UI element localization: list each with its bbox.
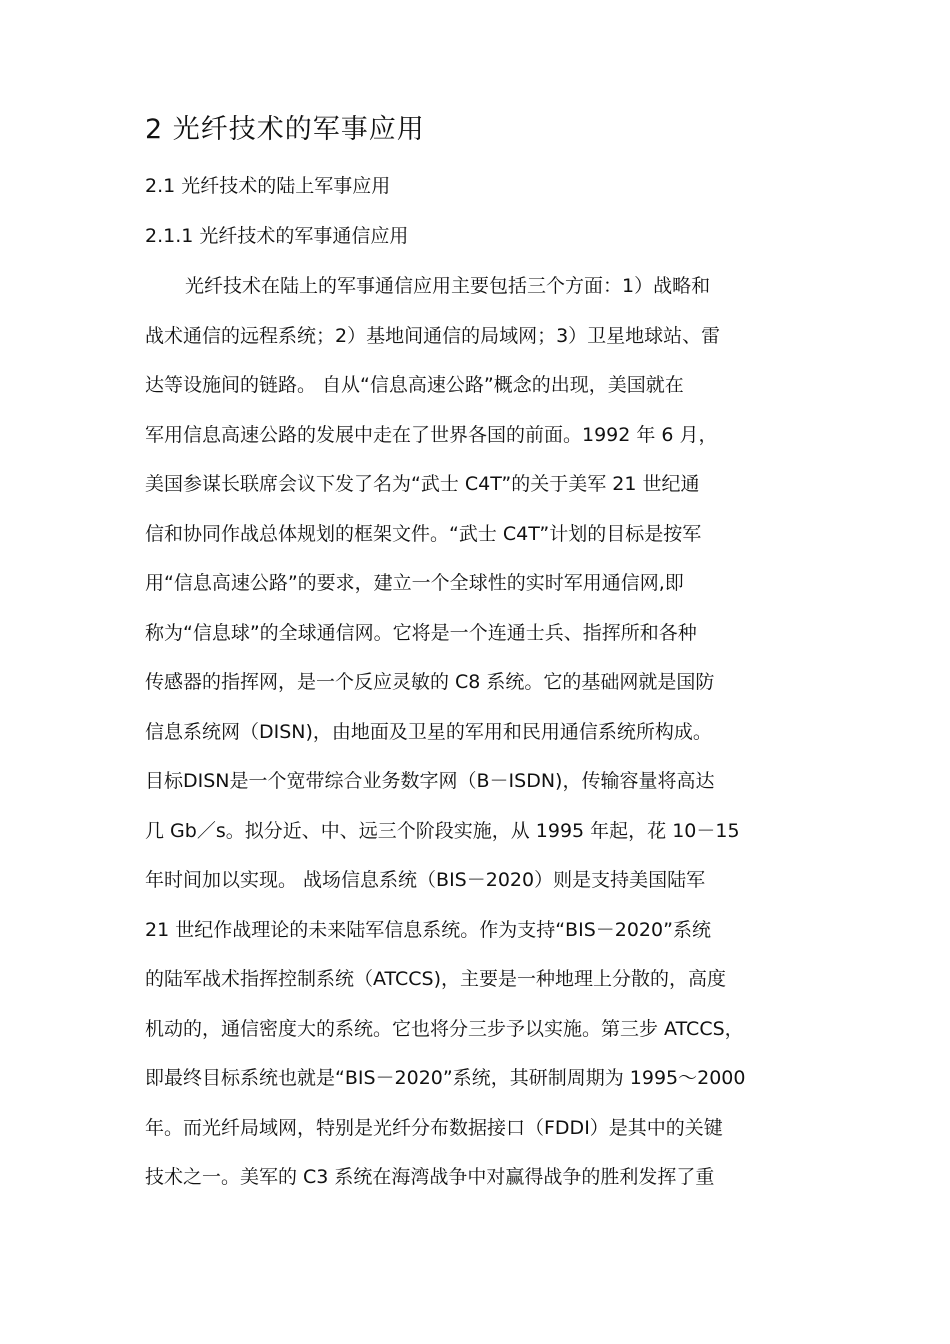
- section-heading: 2 光纤技术的军事应用: [145, 114, 425, 145]
- text-line: 21 世纪作战理论的未来陆军信息系统。作为支持“BIS－2020”系统: [145, 918, 711, 941]
- text-line: 几 Gb／s。拟分近、中、远三个阶段实施，从 1995 年起，花 10－15: [145, 819, 740, 842]
- text-line: 目标DISN是一个宽带综合业务数字网（B－ISDN)，传输容量将高达: [145, 770, 715, 792]
- text-line: 美国参谋长联席会议下发了名为“武士 C4T”的关于美军 21 世纪通: [145, 473, 700, 495]
- subsection-heading: 2.1 光纤技术的陆上军事应用: [145, 175, 391, 197]
- text-line: 年。而光纤局域网，特别是光纤分布数据接口（FDDI）是其中的关键: [145, 1116, 723, 1139]
- text-line: 即最终目标系统也就是“BIS－2020”系统，其研制周期为 1995～2000: [145, 1067, 746, 1089]
- text-line: 信息系统网（DISN)，由地面及卫星的军用和民用通信系统所构成。: [145, 720, 712, 743]
- text-line: 机动的，通信密度大的系统。它也将分三步予以实施。第三步 ATCCS，: [145, 1017, 744, 1040]
- text-line: 光纤技术在陆上的军事通信应用主要包括三个方面：1）战略和: [185, 275, 711, 297]
- body-paragraph: [145, 270, 810, 1211]
- text-line: 信和协同作战总体规划的框架文件。“武士 C4T”计划的目标是按军: [145, 522, 702, 545]
- text-line: 达等设施间的链路。 自从“信息高速公路”概念的出现，美国就在: [145, 374, 684, 396]
- text-line: 年时间加以实现。 战场信息系统（BIS－2020）则是支持美国陆军: [145, 869, 706, 891]
- text-line: 用“信息高速公路”的要求，建立一个全球性的实时军用通信网,即: [145, 572, 684, 594]
- text-line: 称为“信息球”的全球通信网。它将是一个连通士兵、指挥所和各种: [145, 621, 697, 644]
- text-line: 战术通信的远程系统；2）基地间通信的局域网；3）卫星地球站、雷: [145, 324, 721, 347]
- subsubsection-heading: 2.1.1 光纤技术的军事通信应用: [145, 225, 409, 247]
- text-line: 军用信息高速公路的发展中走在了世界各国的前面。1992 年 6 月，: [145, 423, 718, 446]
- text-line: 技术之一。美军的 C3 系统在海湾战争中对赢得战争的胜利发挥了重: [145, 1166, 715, 1188]
- text-line: 的陆军战术指挥控制系统（ATCCS)，主要是一种地理上分散的，高度: [145, 968, 727, 990]
- text-line: 传感器的指挥网，是一个反应灵敏的 C8 系统。它的基础网就是国防: [145, 671, 715, 693]
